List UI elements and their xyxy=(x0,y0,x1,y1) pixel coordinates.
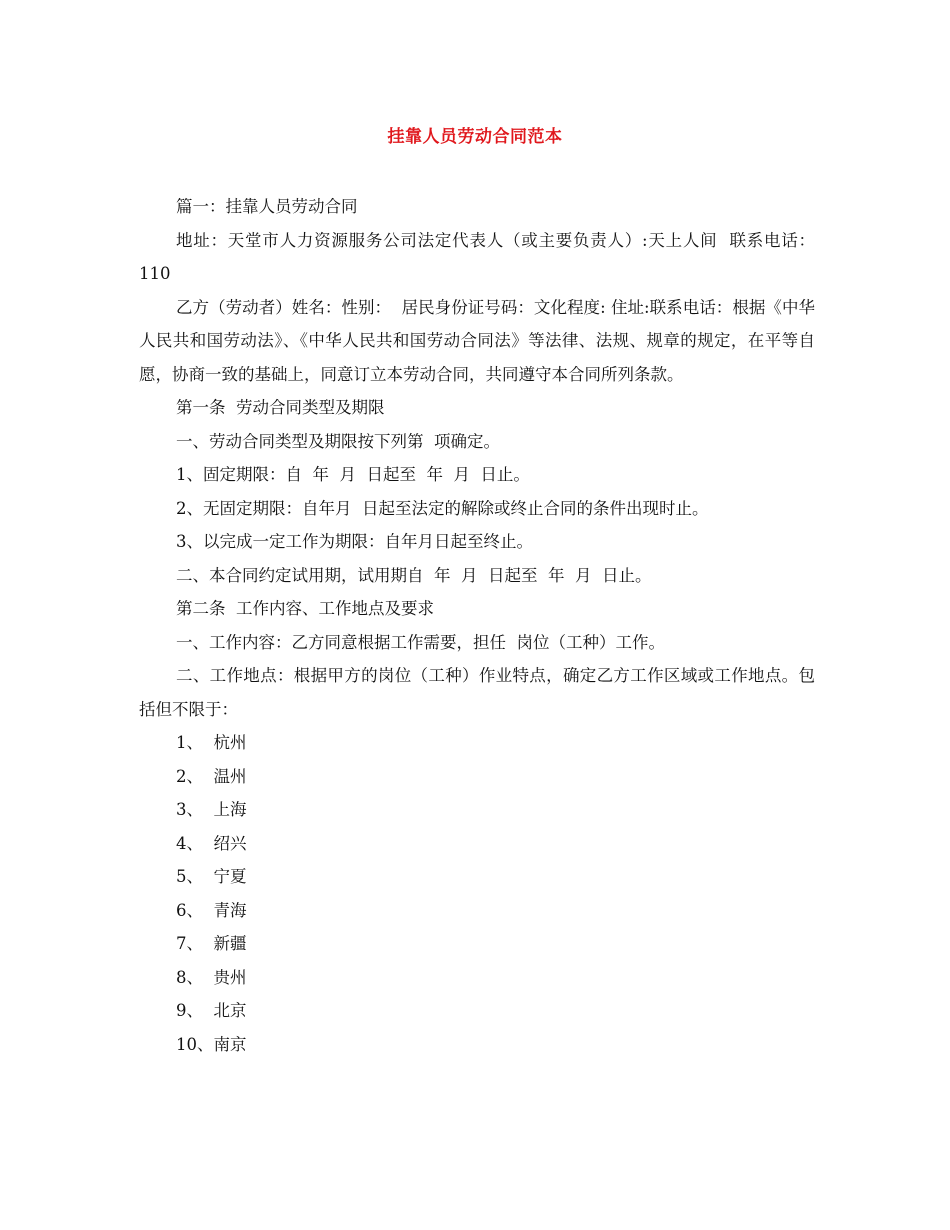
paragraph-contract-type: 一、劳动合同类型及期限按下列第 项确定。 xyxy=(176,431,500,451)
list-item: 4、 绍兴 xyxy=(176,833,247,853)
paragraph-open-term: 2、无固定期限：自年月 日起至法定的解除或终止合同的条件出现时止。 xyxy=(176,498,709,518)
paragraph-probation: 二、本合同约定试用期，试用期自 年 月 日起至 年 月 日止。 xyxy=(176,565,652,585)
paragraph-section-heading: 篇一：挂靠人员劳动合同 xyxy=(176,197,358,216)
paragraph-task-term: 3、以完成一定工作为期限：自年月日起至终止。 xyxy=(176,532,533,551)
paragraph-employee-info: 乙方（劳动者）姓名：性别： 居民身份证号码：文化程度: 住址:联系电话：根据《中华人民共和国劳动法》、《中华人民共和国劳动合同法》等法律、法规、规章的规定，在平等自愿，协商一致的基础上，同意订立本劳动合同，共同遵守本合同所列条款。 xyxy=(139,297,815,384)
list-item: 5、 宁夏 xyxy=(176,867,247,886)
list-item: 3、 上海 xyxy=(176,800,247,819)
list-item: 8、 贵州 xyxy=(176,967,247,987)
paragraph-employer-info: 地址：天堂市人力资源服务公司法定代表人（或主要负责人）:天上人间 联系电话：110 xyxy=(139,230,815,283)
list-item: 7、 新疆 xyxy=(176,934,247,953)
article-2-heading: 第二条 工作内容、工作地点及要求 xyxy=(176,599,434,618)
article-1-heading: 第一条 劳动合同类型及期限 xyxy=(176,398,385,417)
list-item: 1、 杭州 xyxy=(176,733,247,752)
paragraph-fixed-term: 1、固定期限：自 年 月 日起至 年 月 日止。 xyxy=(176,465,530,484)
list-item: 6、 青海 xyxy=(176,900,247,920)
paragraph-work-location: 二、工作地点：根据甲方的岗位（工种）作业特点，确定乙方工作区域或工作地点。包括但不限于： xyxy=(139,666,815,719)
list-item: 10、南京 xyxy=(176,1034,247,1054)
paragraph-job-content: 一、工作内容：乙方同意根据工作需要，担任 岗位（工种）工作。 xyxy=(176,632,665,652)
document-title: 挂靠人员劳动合同范本 xyxy=(387,127,563,147)
document-body xyxy=(139,190,815,1061)
list-item: 2、 温州 xyxy=(176,766,247,786)
list-item: 9、 北京 xyxy=(176,1001,247,1020)
